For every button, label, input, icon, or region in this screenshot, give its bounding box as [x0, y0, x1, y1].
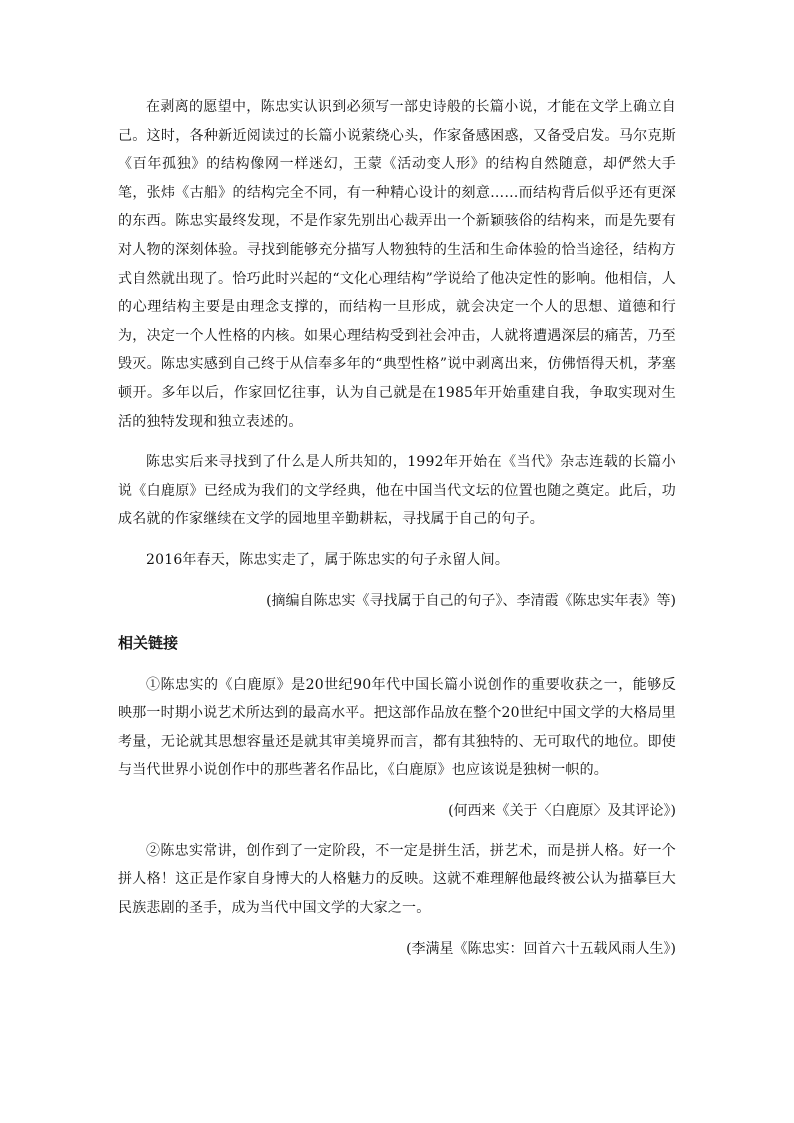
article-paragraph-2: 陈忠实后来寻找到了什么是人所共知的，1992年开始在《当代》杂志连载的长篇小说《白鹿原》已经成为我们的文学经典，他在中国当代文坛的位置也随之奠定。此后，功成名就的作家继续在文学的园地里辛勤耕耘，寻找属于自己的句子。 — [118, 454, 676, 528]
article-paragraph-3: 2016年春天，陈忠实走了，属于陈忠实的句子永留人间。 — [146, 551, 510, 568]
related-link-2-text: ②陈忠实常讲，创作到了一定阶段，不一定是拼生活，拼艺术，而是拼人格。好一个拼人格！这正是作家自身博大的人格魅力的反映。这就不难理解他最终被公认为描摹巨大民族悲剧的圣手，成为当代中国文学的大家之一。 — [118, 842, 676, 917]
related-link-1-text: ①陈忠实的《白鹿原》是20世纪90年代中国长篇小说创作的重要收获之一，能够反映那一时期小说艺术所达到的最高水平。把这部作品放在整个20世纪中国文学的大格局里考量，无论就其思想容量还是就其审美境界而言，都有其独特的、无可取代的地位。即使与当代世界小说创作中的那些著名作品比，《白鹿原》也应该说是独树一帜的。 — [118, 676, 676, 779]
article-source: (摘编自陈忠实《寻找属于自己的句子》、李清霞《陈忠实年表》等) — [266, 592, 676, 609]
related-link-1-source: (何西来《关于〈白鹿原〉及其评论》) — [448, 802, 676, 819]
related-link-2-source: (李满星《陈忠实：回首六十五载风雨人生》) — [406, 940, 676, 957]
related-links-heading: 相关链接 — [118, 633, 179, 652]
article-paragraph-1: 在剥离的愿望中，陈忠实认识到必须写一部史诗般的长篇小说，才能在文学上确立自己。这时，各种新近阅读过的长篇小说萦绕心头，作家备感困惑，又备受启发。马尔克斯《百年孤独》的结构像网一样迷幻，王蒙《活动变人形》的结构自然随意，却俨然大手笔，张炜《古船》的结构完全不同，有一种精心设计的刻意……而结构背后似乎还有更深的东西。陈忠实最终发现，不是作家先别出心裁弄出一个新颖骇俗的结构来，而是先要有对人物的深刻体验。寻找到能够充分描写人物独特的生活和生命体验的恰当途径，结构方式自然就出现了。恰巧此时兴起的“文化心理结构”学说给了他决定性的影响。他相信，人的心理结构主要是由理念支撑的，而结构一旦形成，就会决定一个人的思想、道德和行为，决定一个人性格的内核。如果心理结构受到社会冲击，人就将遭遇深层的痛苦，乃至毁灭。陈忠实感到自己终于从信奉多年的“典型性格”说中剥离出来，仿佛悟得天机，茅塞顿开。多年以后，作家回忆往事，认为自己就是在1985年开始重建自我，争取实现对生活的独特发现和独立表述的。 — [118, 99, 676, 430]
